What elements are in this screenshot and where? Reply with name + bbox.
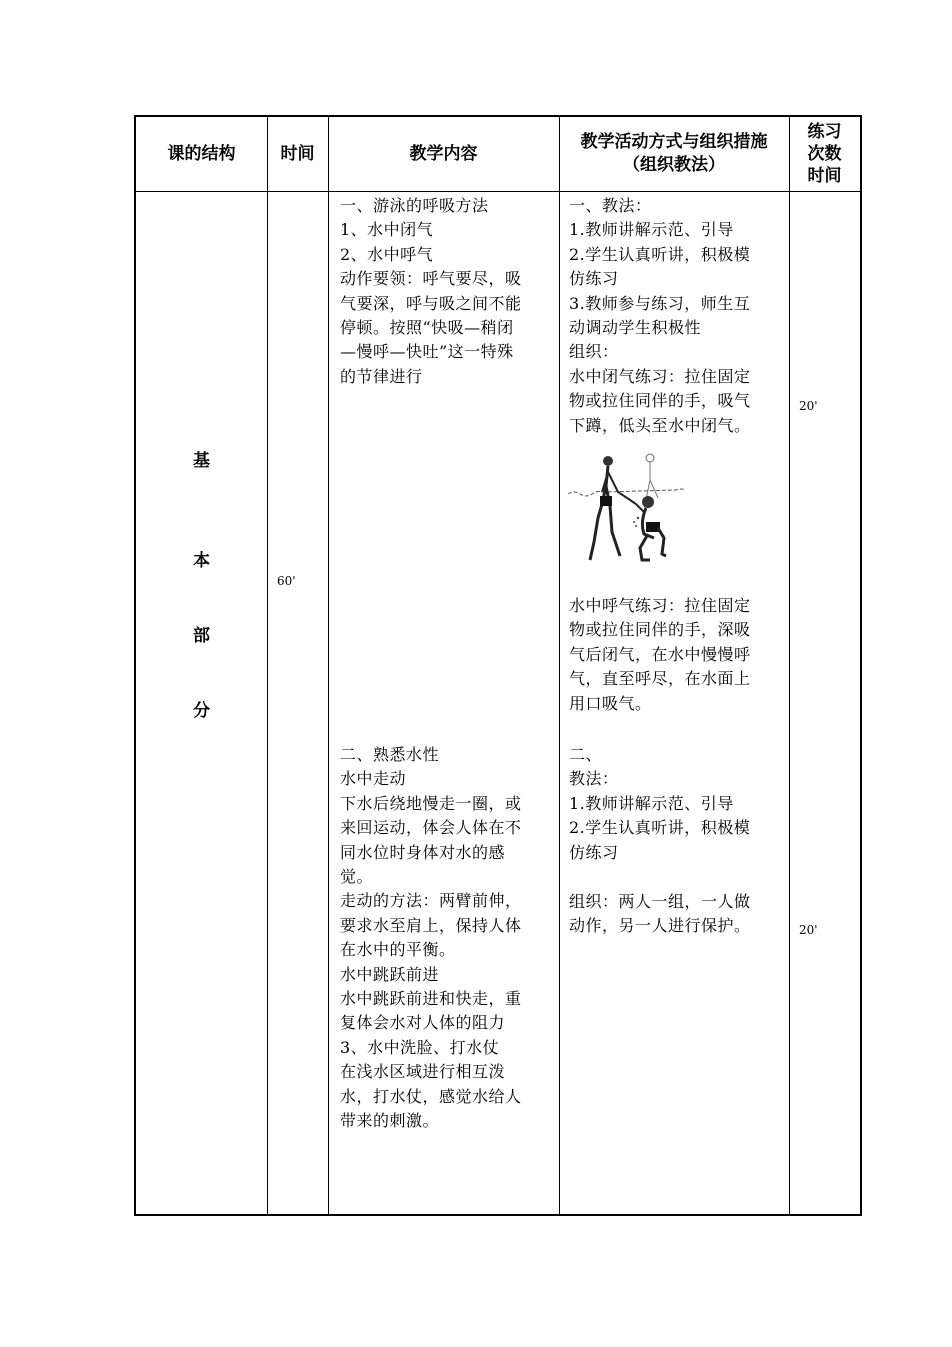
section-char: 基 (193, 451, 210, 471)
column-divider (559, 117, 560, 1214)
method-part1: 一、教法： 1.教师讲解示范、引导 2.学生认真听讲，积极模 仿练习 3.教师参与练习，师生互 动调动学生积极性 组织： 水中闭气练习：拉住固定 物或拉住同伴的手，吸气 下蹲，低头至水中闭气。 (569, 196, 751, 435)
breath-holding-illustration (566, 452, 686, 567)
header-time: 时间 (280, 143, 315, 164)
column-divider (328, 117, 329, 1214)
header-practice-line3: 时间 (807, 166, 842, 186)
method-part2b: 组织：两人一组，一人做 动作，另一人进行保护。 (569, 892, 751, 936)
header-practice (789, 117, 860, 191)
section-char: 部 (193, 626, 210, 646)
header-content: 教学内容 (409, 143, 478, 164)
method-part1b: 水中呼气练习：拉住固定 物或拉住同伴的手，深吸 气后闭气，在水中慢慢呼 气，直至呼尽，在水面上 用口吸气。 (569, 596, 751, 713)
header-method-line2: （组织教法） (623, 155, 725, 175)
header-practice-line1: 练习 (807, 122, 842, 142)
header-method-line1: 教学活动方式与组织措施 (580, 132, 768, 152)
section-total-time: 60' (277, 574, 296, 588)
header-divider (136, 191, 860, 192)
column-divider (267, 117, 268, 1214)
header-method (559, 117, 789, 191)
method-part2: 二、 教法： 1.教师讲解示范、引导 2.学生认真听讲，积极模 仿练习 (569, 745, 751, 862)
column-divider (789, 117, 790, 1214)
practice-time-2: 20' (799, 923, 818, 937)
content-part1: 一、游泳的呼吸方法 1、水中闭气 2、水中呼气 动作要领：呼气要尽，吸 气要深，呼与吸之间不能 停顿。按照“快吸—稍闭 —慢呼—快吐”这一特殊 的节律进行 (340, 196, 522, 386)
practice-time-1: 20' (799, 399, 818, 413)
content-part2: 二、熟悉水性 水中走动 下水后绕地慢走一圈，或 来回运动，体会人体在不 同水位时身体对水的感 觉。 走动的方法：两臂前伸， 要求水至肩上，保持人体 在水中的平衡。 水中跳跃前进 水中跳跃前进和快走，重 复体会水对人体的阻力 3、水中洗脸、打水仗 在浅水区域进行相互泼 水，打水仗，感觉水给人 带来的刺激。 (340, 745, 522, 1131)
header-practice-line2: 次数 (807, 144, 842, 164)
section-char: 本 (193, 551, 210, 571)
header-structure: 课的结构 (167, 143, 236, 164)
lesson-plan-table (134, 115, 862, 1216)
section-char: 分 (193, 701, 210, 721)
